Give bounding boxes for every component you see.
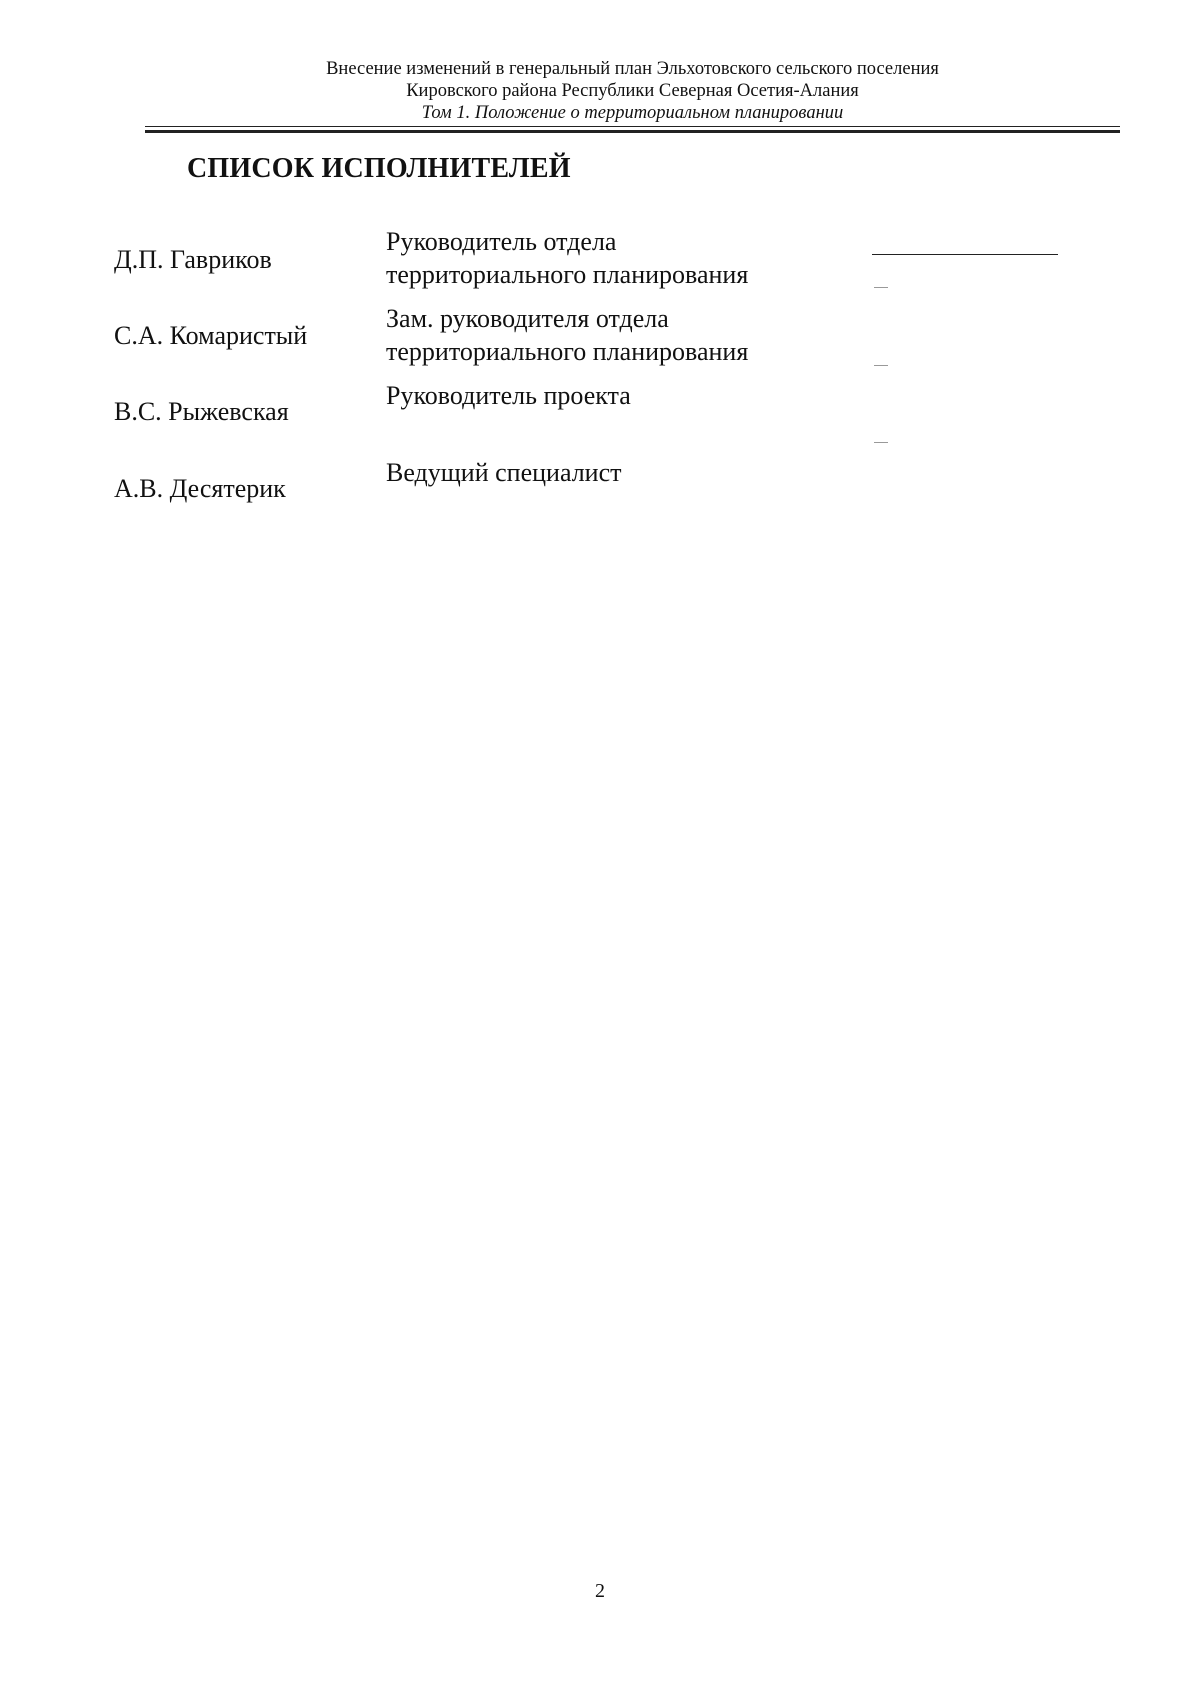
signature-mark [874,365,888,366]
executor-role-line: Руководитель проекта [386,381,631,410]
executor-role-line: территориального планирования [386,260,749,289]
executor-name: С.А. Комаристый [114,321,308,350]
executor-role [386,456,622,489]
header-line-1: Внесение изменений в генеральный план Эльхотовского сельского поселения [326,59,939,79]
header-line-3: Том 1. Положение о территориальном планировании [421,103,844,123]
executor-name: А.В. Десятерик [114,474,286,503]
header-line-2: Кировского района Республики Северная Осетия-Алания [406,81,859,101]
header-divider-thick [145,130,1120,133]
executor-role-line: Зам. руководителя отдела [386,304,669,333]
page-number: 2 [595,1580,605,1602]
executor-role [386,302,748,368]
signature-line [872,254,1058,255]
executor-role [386,379,631,412]
header-divider-thin [145,126,1120,127]
executor-role-line: территориального планирования [386,337,749,366]
executor-name: Д.П. Гавриков [114,245,272,274]
signature-mark [874,287,888,288]
running-header [145,58,1120,124]
signature-mark [874,442,888,443]
executor-role-line: Ведущий специалист [386,458,622,487]
executor-role [386,225,748,291]
page-title: СПИСОК ИСПОЛНИТЕЛЕЙ [187,153,571,184]
executor-role-line: Руководитель отдела [386,227,617,256]
executor-name: В.С. Рыжевская [114,397,289,426]
